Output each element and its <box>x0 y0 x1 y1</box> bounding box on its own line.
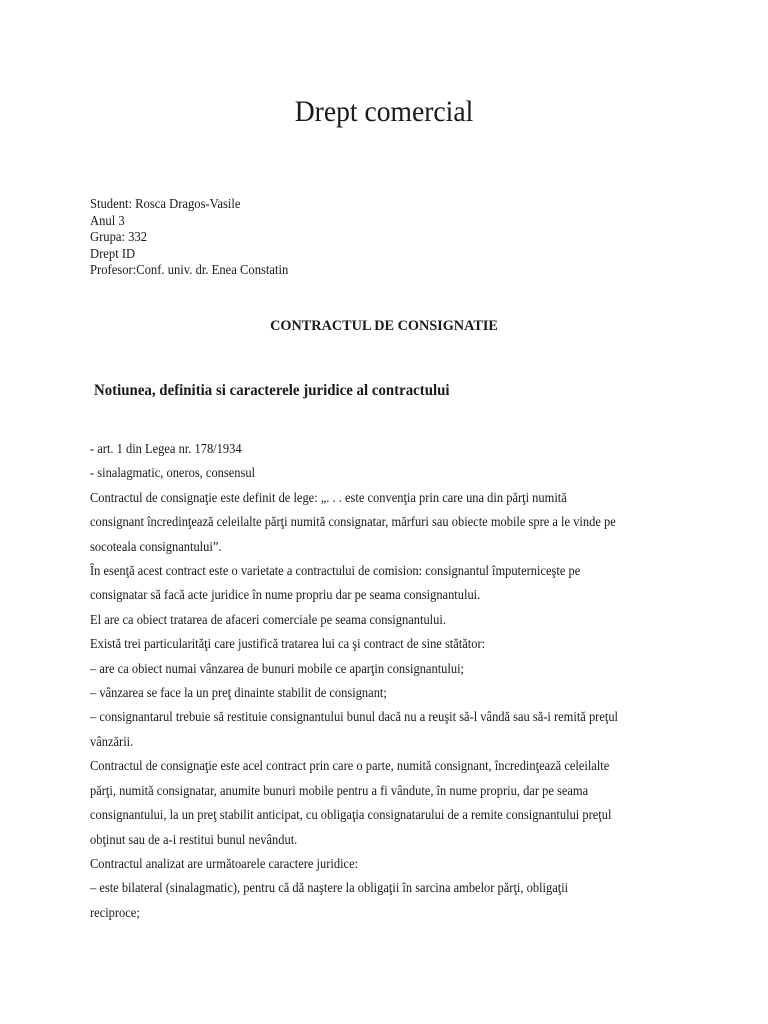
body-line: părţi, numită consignatar, anumite bunuri mobile pentru a fi vândute, în nume propriu, dar pe seama <box>90 783 589 799</box>
body-line: vânzării. <box>90 734 134 750</box>
body-line: Contractul de consignaţie este acel contract prin care o parte, numită consignant, încredinţează celeilalte <box>90 759 610 775</box>
student-info-line: Drept ID <box>90 246 136 262</box>
body-line: – este bilateral (sinalagmatic), pentru că dă naştere la obligaţii în sarcina ambelor părţi, obligaţii <box>90 881 569 897</box>
body-line: consignant încredinţează celeilalte părţi numită consignatar, mărfuri sau obiecte mobile spre a le vinde pe <box>90 515 616 531</box>
body-line: consignantului, la un preţ stabilit anticipat, cu obligaţia consignatarului de a remite consignantului preţul <box>90 808 612 824</box>
body-line: – vânzarea se face la un preţ dinainte stabilit de consignant; <box>90 686 387 702</box>
body-line: - art. 1 din Legea nr. 178/1934 <box>90 442 242 457</box>
body-line: reciproce; <box>90 905 140 921</box>
body-line: În esenţă acest contract este o varietate a contractului de comision: consignantul împuterniceşte pe <box>90 564 581 580</box>
body-line: Există trei particularităţi care justifică tratarea lui ca şi contract de sine stătător: <box>90 637 486 653</box>
student-info-line: Anul 3 <box>90 213 125 229</box>
body-line: socoteala consignantului”. <box>90 539 222 555</box>
subsection-heading: Notiunea, definitia si caracterele juridice al contractului <box>94 382 450 399</box>
student-info-line: Student: Rosca Dragos-Vasile <box>90 197 241 212</box>
body-text <box>90 438 691 926</box>
body-line: – consignantarul trebuie să restituie consignantului bunul dacă nu a reuşit să-l vândă sau să-i remită preţul <box>90 710 619 726</box>
student-info-line: Profesor:Conf. univ. dr. Enea Constatin <box>90 263 289 278</box>
body-line: - sinalagmatic, oneros, consensul <box>90 466 256 482</box>
body-line: – are ca obiect numai vânzarea de bunuri mobile ce aparţin consignantului; <box>90 661 464 677</box>
body-line: Contractul de consignaţie este definit de lege: „. . . este convenţia prin care una din părţi numită <box>90 490 567 506</box>
body-line: consignatar să facă acte juridice în nume propriu dar pe seama consignantului. <box>90 588 481 604</box>
body-line: El are ca obiect tratarea de afaceri comerciale pe seama consignantului. <box>90 612 446 628</box>
body-line: Contractul analizat are următoarele caractere juridice: <box>90 856 359 872</box>
student-info-line: Grupa: 332 <box>90 230 148 245</box>
student-info-block <box>90 197 288 280</box>
document-title: Drept comercial <box>294 95 474 128</box>
body-line: obţinut sau de a-i restitui bunul nevândut. <box>90 832 298 848</box>
section-title: CONTRACTUL DE CONSIGNATIE <box>270 318 498 334</box>
